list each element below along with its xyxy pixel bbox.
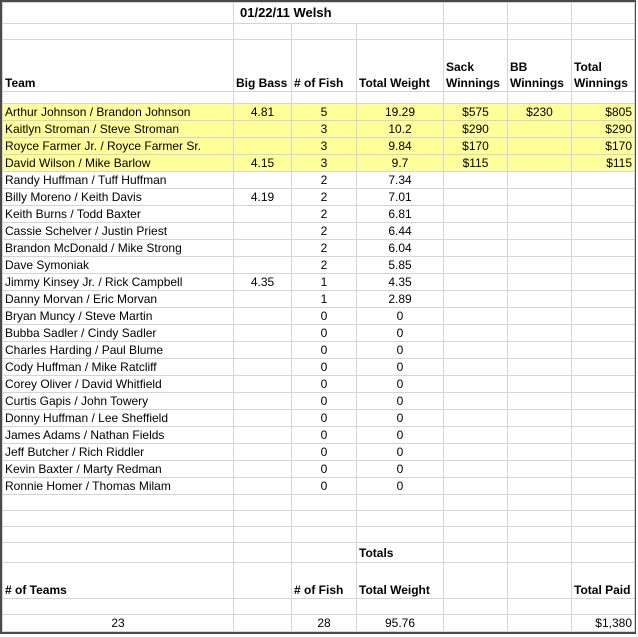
- cell-total-weight[interactable]: 0: [357, 308, 444, 325]
- table-row: [3, 155, 635, 172]
- table-row: [3, 172, 635, 189]
- cell-sack-winnings[interactable]: [444, 223, 508, 240]
- cell-team[interactable]: Brandon McDonald / Mike Strong: [3, 240, 234, 257]
- cell-total-winnings[interactable]: [572, 172, 635, 189]
- cell-num-fish[interactable]: 0: [292, 376, 357, 393]
- cell-total-weight[interactable]: 4.35: [357, 274, 444, 291]
- blank-row: [3, 527, 635, 543]
- cell-team[interactable]: Keith Burns / Todd Baxter: [3, 206, 234, 223]
- cell-team[interactable]: Kaitlyn Stroman / Steve Stroman: [3, 121, 234, 138]
- cell-num-fish[interactable]: 0: [292, 461, 357, 478]
- cell-total-winnings[interactable]: [572, 376, 635, 393]
- cell-bb-winnings[interactable]: [508, 461, 572, 478]
- table-row: [3, 376, 635, 393]
- cell-total-weight[interactable]: 7.01: [357, 189, 444, 206]
- cell-sack-winnings[interactable]: [444, 359, 508, 376]
- cell-big-bass[interactable]: [234, 138, 292, 155]
- cell-bb-winnings[interactable]: [508, 359, 572, 376]
- cell-bb-winnings[interactable]: [508, 155, 572, 172]
- cell-total-winnings[interactable]: [572, 427, 635, 444]
- cell-num-fish[interactable]: 0: [292, 478, 357, 495]
- cell-total-weight[interactable]: 0: [357, 444, 444, 461]
- cell-total-weight[interactable]: 10.2: [357, 121, 444, 138]
- cell-team[interactable]: Jeff Butcher / Rich Riddler: [3, 444, 234, 461]
- cell-num-fish[interactable]: 3: [292, 121, 357, 138]
- cell-bb-winnings[interactable]: [508, 393, 572, 410]
- cell-bb-winnings[interactable]: [508, 189, 572, 206]
- header-total-weight[interactable]: Total Weight: [357, 40, 444, 92]
- cell-total-winnings[interactable]: [572, 325, 635, 342]
- totals-total-paid-label[interactable]: Total Paid: [572, 563, 635, 599]
- cell-total-weight[interactable]: 2.89: [357, 291, 444, 308]
- cell-bb-winnings[interactable]: [508, 376, 572, 393]
- cell-sack-winnings[interactable]: [444, 189, 508, 206]
- cell-bb-winnings[interactable]: [508, 257, 572, 274]
- cell-num-fish[interactable]: 0: [292, 308, 357, 325]
- cell-sack-winnings[interactable]: [444, 478, 508, 495]
- cell-sack-winnings[interactable]: [444, 393, 508, 410]
- cell-team[interactable]: Cody Huffman / Mike Ratcliff: [3, 359, 234, 376]
- cell-total-winnings[interactable]: $290: [572, 121, 635, 138]
- cell-team[interactable]: Charles Harding / Paul Blume: [3, 342, 234, 359]
- cell-total-weight[interactable]: 6.04: [357, 240, 444, 257]
- cell-bb-winnings[interactable]: [508, 274, 572, 291]
- cell-num-fish[interactable]: 1: [292, 291, 357, 308]
- cell-sack-winnings[interactable]: [444, 427, 508, 444]
- cell-total-winnings[interactable]: [572, 257, 635, 274]
- table-row: [3, 478, 635, 495]
- table-row: [3, 393, 635, 410]
- totals-label[interactable]: Totals: [357, 543, 444, 563]
- cell-total-winnings[interactable]: [572, 206, 635, 223]
- cell-big-bass[interactable]: [234, 410, 292, 427]
- cell-total-winnings[interactable]: [572, 444, 635, 461]
- cell-sack-winnings[interactable]: [444, 274, 508, 291]
- cell-total-weight[interactable]: 5.85: [357, 257, 444, 274]
- totals-total-weight-label[interactable]: Total Weight: [357, 563, 444, 599]
- cell-sack-winnings[interactable]: [444, 342, 508, 359]
- table-row: [3, 240, 635, 257]
- table-row: [3, 359, 635, 376]
- cell-total-weight[interactable]: 0: [357, 393, 444, 410]
- cell-sack-winnings[interactable]: $575: [444, 104, 508, 121]
- cell-team[interactable]: Royce Farmer Jr. / Royce Farmer Sr.: [3, 138, 234, 155]
- cell-big-bass[interactable]: [234, 359, 292, 376]
- cell-big-bass[interactable]: 4.35: [234, 274, 292, 291]
- cell-bb-winnings[interactable]: [508, 291, 572, 308]
- table-row: [3, 325, 635, 342]
- cell-sack-winnings[interactable]: [444, 291, 508, 308]
- cell-total-weight[interactable]: 0: [357, 427, 444, 444]
- cell-total-winnings[interactable]: [572, 359, 635, 376]
- totals-values-row: [3, 615, 635, 632]
- cell-num-fish[interactable]: 0: [292, 393, 357, 410]
- cell-total-weight[interactable]: 9.7: [357, 155, 444, 172]
- cell-team[interactable]: Danny Morvan / Eric Morvan: [3, 291, 234, 308]
- cell-total-weight[interactable]: 0: [357, 359, 444, 376]
- cell-big-bass[interactable]: [234, 444, 292, 461]
- blank-row: [3, 495, 635, 511]
- cell-num-fish[interactable]: 2: [292, 172, 357, 189]
- cell-total-weight[interactable]: 19.29: [357, 104, 444, 121]
- table-row: [3, 427, 635, 444]
- results-table: [2, 2, 635, 632]
- cell-total-winnings[interactable]: [572, 410, 635, 427]
- cell-num-fish[interactable]: 2: [292, 223, 357, 240]
- cell-num-fish[interactable]: 0: [292, 342, 357, 359]
- cell-num-fish[interactable]: 0: [292, 410, 357, 427]
- cell-big-bass[interactable]: [234, 308, 292, 325]
- cell-sack-winnings[interactable]: [444, 240, 508, 257]
- cell-total-weight[interactable]: 9.84: [357, 138, 444, 155]
- cell-total-weight[interactable]: 0: [357, 461, 444, 478]
- cell-big-bass[interactable]: [234, 461, 292, 478]
- sheet-title[interactable]: 01/22/11 Welsh: [234, 3, 444, 24]
- cell-total-winnings[interactable]: [572, 189, 635, 206]
- cell-total-winnings[interactable]: [572, 478, 635, 495]
- cell-bb-winnings[interactable]: [508, 121, 572, 138]
- table-row: [3, 104, 635, 121]
- table-row: [3, 308, 635, 325]
- header-row: [3, 40, 635, 92]
- cell-num-fish[interactable]: 3: [292, 138, 357, 155]
- cell-team[interactable]: Dave Symoniak: [3, 257, 234, 274]
- cell-total-winnings[interactable]: $115: [572, 155, 635, 172]
- cell-bb-winnings[interactable]: [508, 172, 572, 189]
- cell-big-bass[interactable]: [234, 478, 292, 495]
- cell-team[interactable]: Arthur Johnson / Brandon Johnson: [3, 104, 234, 121]
- cell-bb-winnings[interactable]: [508, 206, 572, 223]
- cell-big-bass[interactable]: [234, 393, 292, 410]
- cell-total-winnings[interactable]: $170: [572, 138, 635, 155]
- cell-num-fish[interactable]: 3: [292, 155, 357, 172]
- cell-total-weight[interactable]: 7.34: [357, 172, 444, 189]
- cell-sack-winnings[interactable]: $115: [444, 155, 508, 172]
- cell-num-fish[interactable]: 5: [292, 104, 357, 121]
- cell-team[interactable]: Cassie Schelver / Justin Priest: [3, 223, 234, 240]
- totals-label-row: [3, 543, 635, 563]
- cell-bb-winnings[interactable]: [508, 240, 572, 257]
- cell-team[interactable]: Bubba Sadler / Cindy Sadler: [3, 325, 234, 342]
- header-big-bass[interactable]: Big Bass: [234, 40, 292, 92]
- cell-total-weight[interactable]: 0: [357, 325, 444, 342]
- table-row: [3, 274, 635, 291]
- cell-sack-winnings[interactable]: [444, 206, 508, 223]
- cell-num-fish[interactable]: 0: [292, 325, 357, 342]
- cell-total-winnings[interactable]: $805: [572, 104, 635, 121]
- blank-row: [3, 24, 635, 40]
- cell-total-winnings[interactable]: [572, 342, 635, 359]
- cell-sack-winnings[interactable]: [444, 172, 508, 189]
- totals-total-paid[interactable]: $1,380: [572, 615, 635, 632]
- header-num-fish[interactable]: # of Fish: [292, 40, 357, 92]
- cell-sack-winnings[interactable]: [444, 308, 508, 325]
- totals-header-row: [3, 563, 635, 599]
- cell-team[interactable]: Billy Moreno / Keith Davis: [3, 189, 234, 206]
- cell-bb-winnings[interactable]: $230: [508, 104, 572, 121]
- cell-sack-winnings[interactable]: [444, 410, 508, 427]
- table-row: [3, 410, 635, 427]
- cell-bb-winnings[interactable]: [508, 478, 572, 495]
- cell-sack-winnings[interactable]: [444, 257, 508, 274]
- header-sack-winnings[interactable]: Sack Winnings: [444, 40, 508, 92]
- cell-total-winnings[interactable]: [572, 461, 635, 478]
- cell-sack-winnings[interactable]: $170: [444, 138, 508, 155]
- table-row: [3, 223, 635, 240]
- cell-big-bass[interactable]: [234, 240, 292, 257]
- cell-bb-winnings[interactable]: [508, 325, 572, 342]
- cell-num-fish[interactable]: 2: [292, 240, 357, 257]
- cell-team[interactable]: Kevin Baxter / Marty Redman: [3, 461, 234, 478]
- cell-sack-winnings[interactable]: [444, 376, 508, 393]
- blank-row: [3, 599, 635, 615]
- cell-big-bass[interactable]: [234, 121, 292, 138]
- cell-team[interactable]: Corey Oliver / David Whitfield: [3, 376, 234, 393]
- table-row: [3, 257, 635, 274]
- header-bb-winnings[interactable]: BB Winnings: [508, 40, 572, 92]
- cell-bb-winnings[interactable]: [508, 223, 572, 240]
- cell-big-bass[interactable]: [234, 257, 292, 274]
- cell-big-bass[interactable]: 4.81: [234, 104, 292, 121]
- cell-team[interactable]: David Wilson / Mike Barlow: [3, 155, 234, 172]
- cell-team[interactable]: James Adams / Nathan Fields: [3, 427, 234, 444]
- table-row: [3, 206, 635, 223]
- cell-total-winnings[interactable]: [572, 291, 635, 308]
- cell-team[interactable]: Randy Huffman / Tuff Huffman: [3, 172, 234, 189]
- cell-total-weight[interactable]: 0: [357, 478, 444, 495]
- cell-num-fish[interactable]: 2: [292, 189, 357, 206]
- cell-bb-winnings[interactable]: [508, 410, 572, 427]
- blank-row: [3, 92, 635, 104]
- cell-num-fish[interactable]: 2: [292, 257, 357, 274]
- cell-total-winnings[interactable]: [572, 240, 635, 257]
- table-row: [3, 291, 635, 308]
- cell-total-winnings[interactable]: [572, 393, 635, 410]
- cell-big-bass[interactable]: [234, 291, 292, 308]
- cell-team[interactable]: Jimmy Kinsey Jr. / Rick Campbell: [3, 274, 234, 291]
- cell-team[interactable]: Curtis Gapis / John Towery: [3, 393, 234, 410]
- table-row: [3, 444, 635, 461]
- blank-row: [3, 511, 635, 527]
- cell-bb-winnings[interactable]: [508, 308, 572, 325]
- cell-num-fish[interactable]: 0: [292, 359, 357, 376]
- cell-bb-winnings[interactable]: [508, 138, 572, 155]
- cell-num-fish[interactable]: 0: [292, 444, 357, 461]
- cell-big-bass[interactable]: [234, 172, 292, 189]
- table-row: [3, 138, 635, 155]
- totals-num-fish-label[interactable]: # of Fish: [292, 563, 357, 599]
- cell-sack-winnings[interactable]: $290: [444, 121, 508, 138]
- cell-total-weight[interactable]: 0: [357, 342, 444, 359]
- header-total-winnings[interactable]: Total Winnings: [572, 40, 635, 92]
- cell-num-fish[interactable]: 0: [292, 427, 357, 444]
- cell-team[interactable]: Ronnie Homer / Thomas Milam: [3, 478, 234, 495]
- cell-bb-winnings[interactable]: [508, 427, 572, 444]
- cell-total-winnings[interactable]: [572, 308, 635, 325]
- cell-big-bass[interactable]: 4.19: [234, 189, 292, 206]
- table-row: [3, 121, 635, 138]
- cell-team[interactable]: Bryan Muncy / Steve Martin: [3, 308, 234, 325]
- totals-num-teams-label[interactable]: # of Teams: [3, 563, 234, 599]
- cell-total-weight[interactable]: 6.44: [357, 223, 444, 240]
- cell-big-bass[interactable]: [234, 206, 292, 223]
- cell-big-bass[interactable]: [234, 223, 292, 240]
- table-row: [3, 189, 635, 206]
- totals-num-teams[interactable]: 23: [3, 615, 234, 632]
- cell-team[interactable]: Donny Huffman / Lee Sheffield: [3, 410, 234, 427]
- title-row: [3, 3, 635, 24]
- cell-big-bass[interactable]: 4.15: [234, 155, 292, 172]
- cell-bb-winnings[interactable]: [508, 342, 572, 359]
- cell-sack-winnings[interactable]: [444, 444, 508, 461]
- header-team[interactable]: Team: [3, 40, 234, 92]
- cell-big-bass[interactable]: [234, 325, 292, 342]
- cell-bb-winnings[interactable]: [508, 444, 572, 461]
- table-row: [3, 461, 635, 478]
- cell-total-weight[interactable]: 6.81: [357, 206, 444, 223]
- cell-big-bass[interactable]: [234, 342, 292, 359]
- cell-big-bass[interactable]: [234, 376, 292, 393]
- cell-sack-winnings[interactable]: [444, 461, 508, 478]
- cell-big-bass[interactable]: [234, 427, 292, 444]
- table-row: [3, 342, 635, 359]
- cell-total-weight[interactable]: 0: [357, 376, 444, 393]
- cell-total-winnings[interactable]: [572, 223, 635, 240]
- totals-total-weight[interactable]: 95.76: [357, 615, 444, 632]
- cell-total-weight[interactable]: 0: [357, 410, 444, 427]
- cell-num-fish[interactable]: 2: [292, 206, 357, 223]
- cell-sack-winnings[interactable]: [444, 325, 508, 342]
- cell-total-winnings[interactable]: [572, 274, 635, 291]
- cell-num-fish[interactable]: 1: [292, 274, 357, 291]
- totals-num-fish[interactable]: 28: [292, 615, 357, 632]
